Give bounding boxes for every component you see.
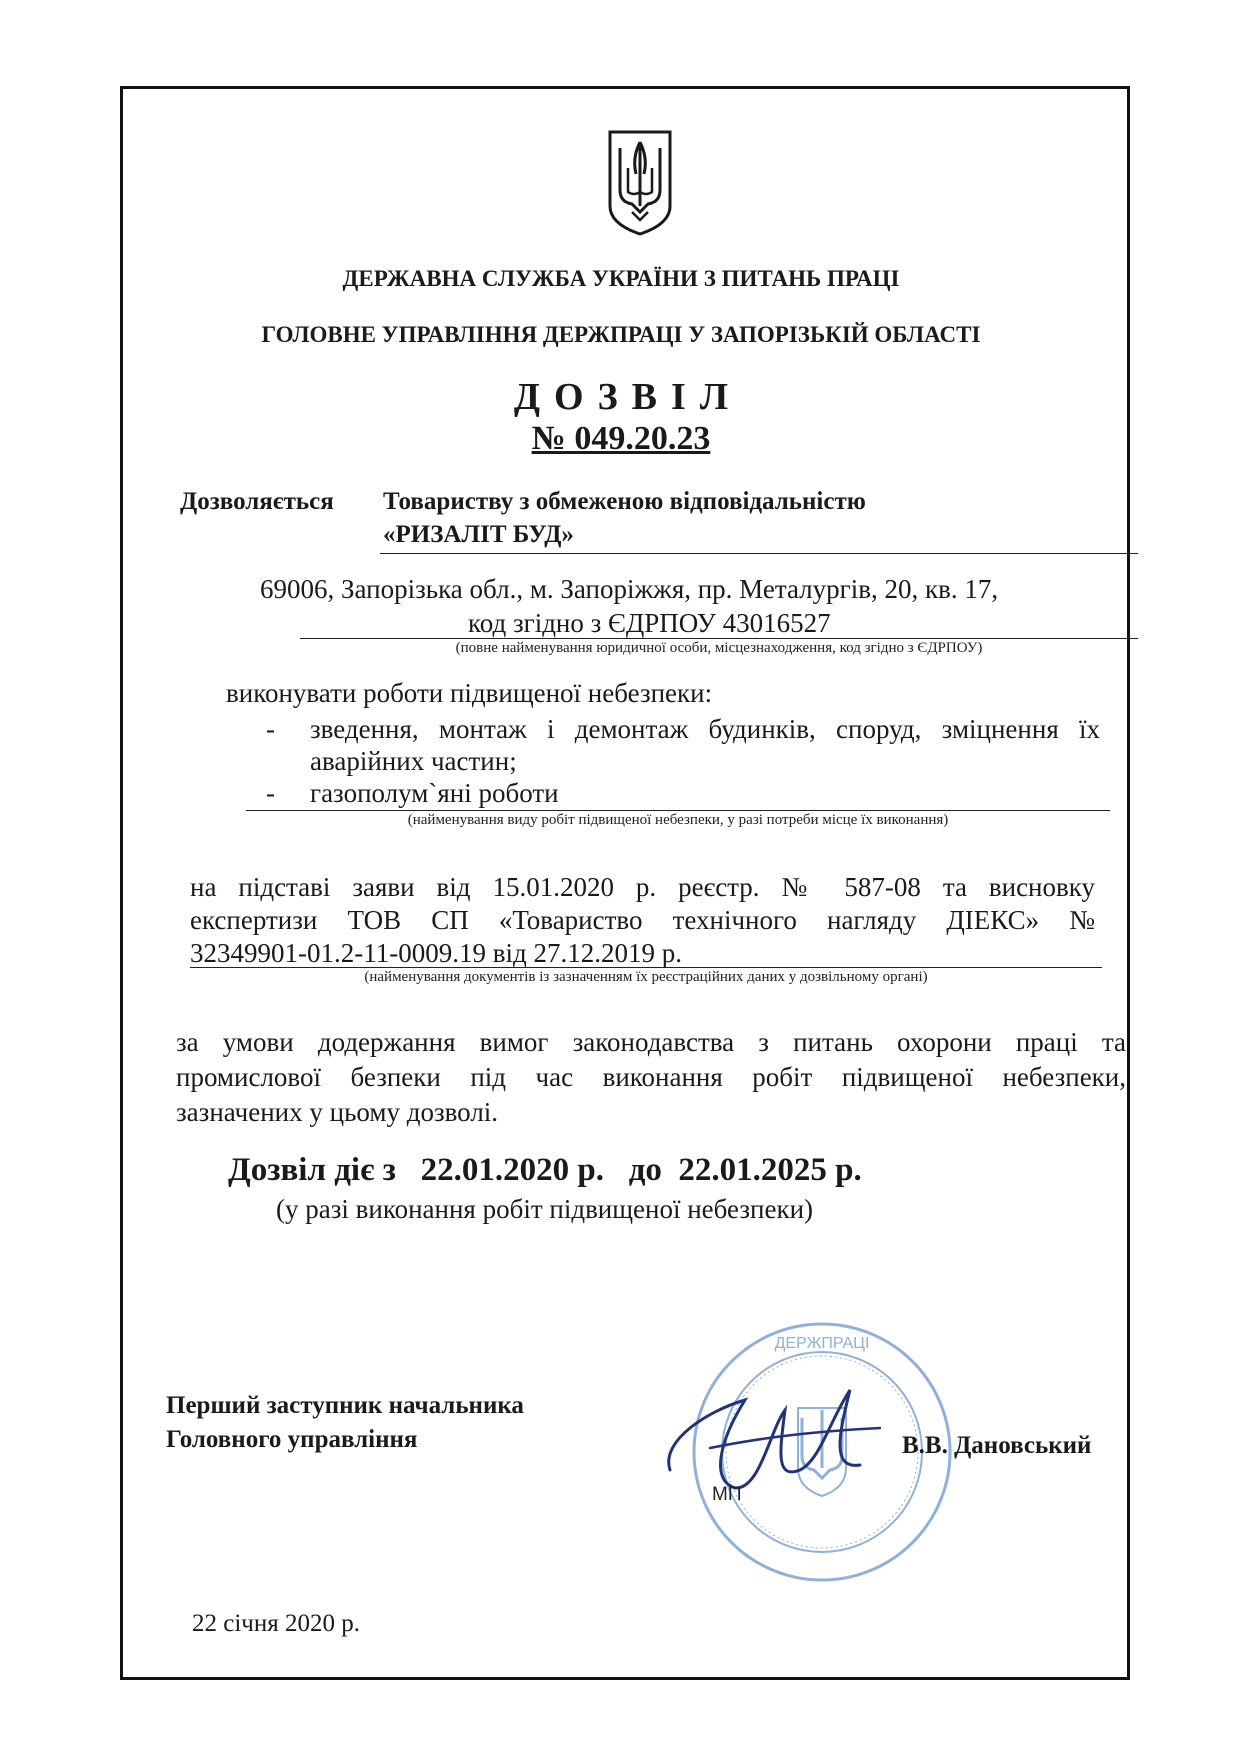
works-intro: виконувати роботи підвищеної небезпеки: xyxy=(226,678,713,708)
signature xyxy=(650,1370,900,1510)
validity-note: (у разі виконання робіт підвищеної небезпеки) xyxy=(276,1194,814,1224)
grantee-name-line2: «РИЗАЛІТ БУД» xyxy=(383,521,574,548)
basis-line2: експертизи ТОВ СП «Товариство технічного нагляду ДІЕКС» № xyxy=(190,905,1095,935)
agency-name: ДЕРЖАВНА СЛУЖБА УКРАЇНИ З ПИТАНЬ ПРАЦІ xyxy=(342,266,900,291)
grantee-underline xyxy=(380,553,1138,554)
svg-text:ДЕРЖПРАЦІ: ДЕРЖПРАЦІ xyxy=(774,1335,870,1352)
works-item1-line2: аварійних частин; xyxy=(310,746,517,776)
works-bullet-2: - xyxy=(266,778,275,808)
works-item1-line1: зведення, монтаж і демонтаж будинків, споруд, зміцнення їх xyxy=(310,714,1100,744)
conditions-line1: за умови додержання вимог законодавства з питань охорони праці та xyxy=(176,1027,1126,1057)
grantee-address: 69006, Запорізька обл., м. Запоріжжя, пр. Металургів, 20, кв. 17, xyxy=(260,574,999,604)
works-caption: (найменування виду робіт підвищеної небезпеки, у разі потреби місце їх виконання) xyxy=(407,812,949,828)
department-name: ГОЛОВНЕ УПРАВЛІННЯ ДЕРЖПРАЦІ У ЗАПОРІЗЬКІЙ ОБЛАСТІ xyxy=(261,322,981,347)
document-title: ДОЗВІЛ xyxy=(513,376,743,418)
stamp-mark-label: МП xyxy=(712,1484,742,1505)
grantee-name-line1: Товариству з обмеженою відповідальністю xyxy=(383,488,866,515)
issue-date: 22 січня 2020 р. xyxy=(192,1610,360,1637)
signatory-position-line2: Головного управління xyxy=(166,1426,418,1453)
basis-line3: 32349901-01.2-11-0009.19 від 27.12.2019 р. xyxy=(190,938,682,968)
trident-emblem-icon xyxy=(606,128,674,238)
grantee-code: код згідно з ЄДРПОУ 43016527 xyxy=(468,608,831,638)
conditions-line3: зазначених у цьому дозволі. xyxy=(176,1097,499,1127)
conditions-line2: промислової безпеки під час виконання робіт підвищеної небезпеки, xyxy=(176,1062,1126,1092)
works-bullet-1: - xyxy=(266,714,275,744)
basis-line1: на підставі заяви від 15.01.2020 р. реєстр. № 587-08 та висновку xyxy=(190,872,1095,902)
works-underline xyxy=(246,810,1110,811)
permit-number: № 049.20.23 xyxy=(531,420,711,457)
signatory-name: В.В. Дановський xyxy=(902,1432,1092,1459)
signatory-position-line1: Перший заступник начальника xyxy=(166,1392,524,1419)
validity-period: Дозвіл діє з 22.01.2020 р. до 22.01.2025 р. xyxy=(228,1152,862,1188)
address-underline xyxy=(300,638,1138,639)
works-item2: газополум`яні роботи xyxy=(310,778,559,808)
grantee-caption: (повне найменування юридичної особи, місцезнаходження, код згідно з ЄДРПОУ) xyxy=(455,640,983,656)
basis-caption: (найменування документів із зазначенням їх реєстраційних даних у дозвільному органі) xyxy=(364,969,928,985)
basis-underline xyxy=(190,967,1102,968)
grantee-label: Дозволяється xyxy=(180,488,334,515)
